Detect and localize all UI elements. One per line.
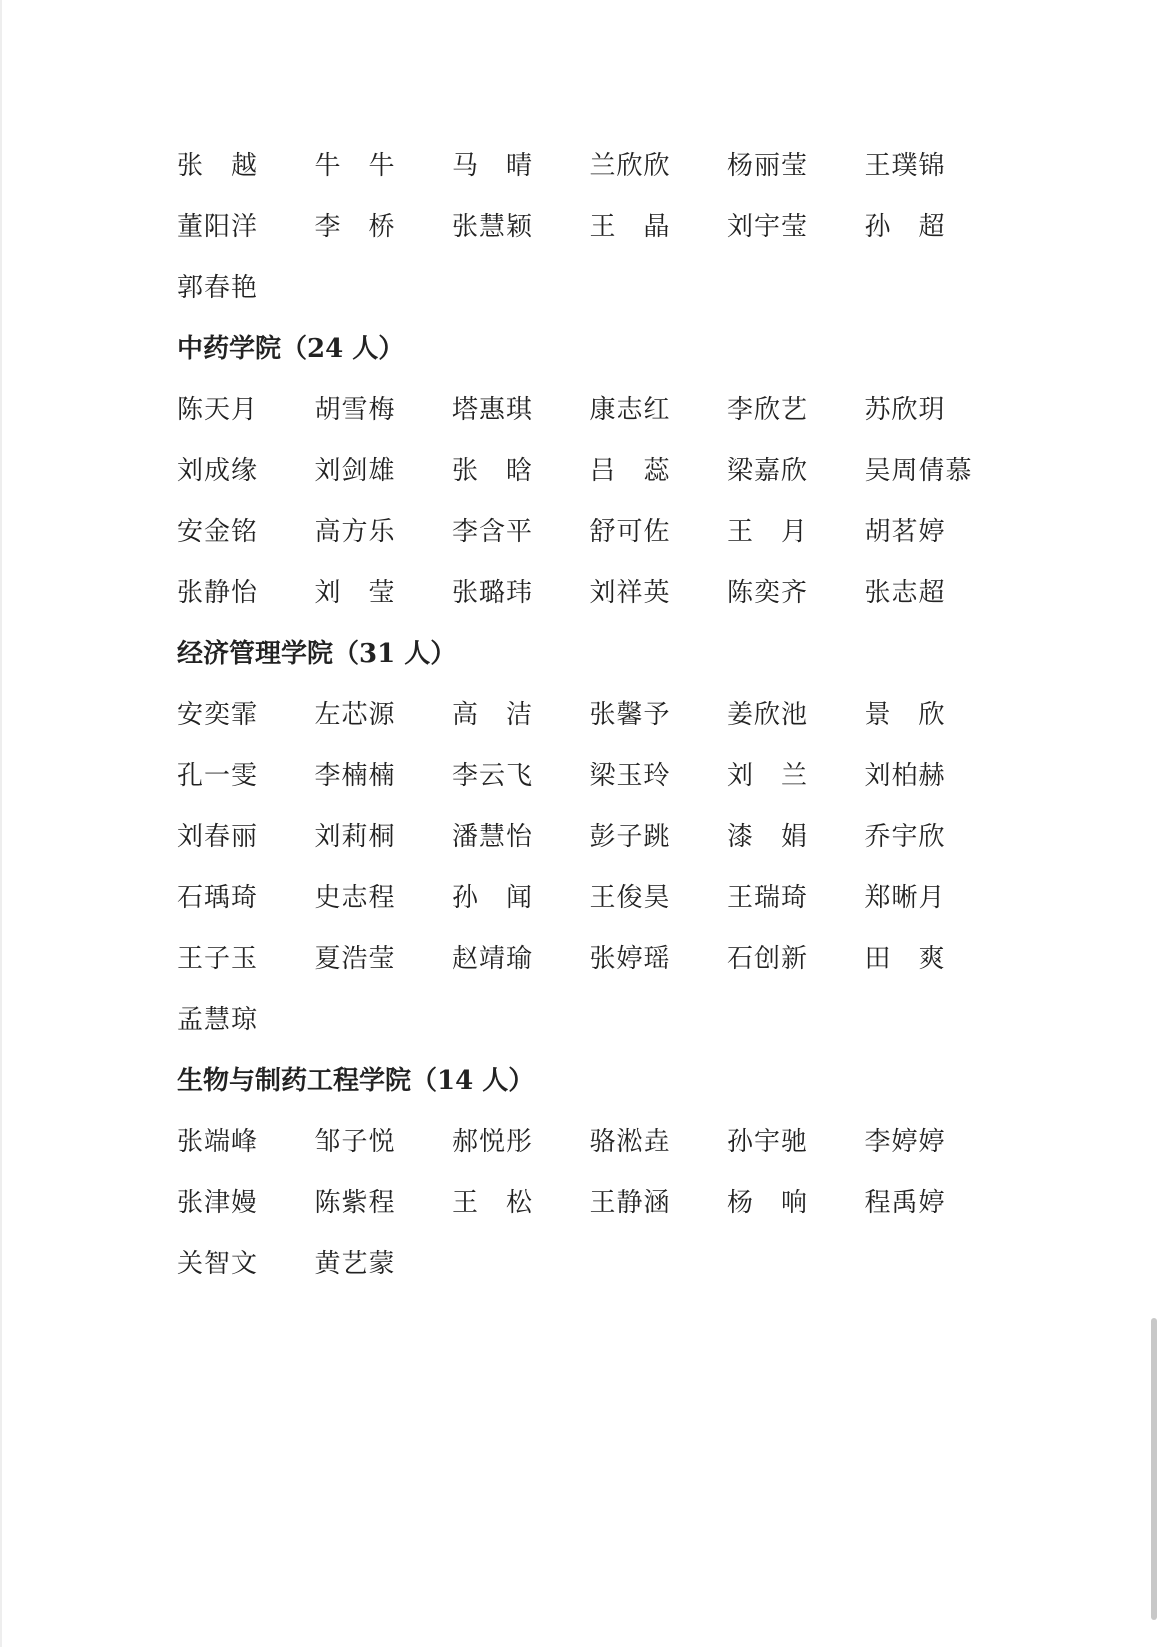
name-cell: 石创新 [727, 944, 809, 974]
name-cell: 孙 超 [864, 212, 946, 242]
name-cell: 王璞锦 [864, 151, 946, 181]
name-cell: 张端峰 [177, 1127, 259, 1157]
name-cell: 田 爽 [864, 944, 946, 974]
name-cell: 刘 莹 [314, 578, 396, 608]
name-cell: 刘柏赫 [864, 761, 946, 791]
name-cell: 刘春丽 [177, 822, 259, 852]
name-cell: 程禹婷 [864, 1188, 946, 1218]
name-cell: 景 欣 [864, 700, 946, 730]
name-cell: 塔惠琪 [452, 395, 534, 425]
name-cell: 王瑞琦 [727, 883, 809, 913]
section-heading: 经济管理学院（31 人） [177, 639, 457, 669]
name-row [177, 136, 1077, 197]
name-cell: 兰欣欣 [589, 151, 671, 181]
name-cell: 李婷婷 [864, 1127, 946, 1157]
name-cell: 杨 响 [727, 1188, 809, 1218]
name-cell: 舒可佐 [589, 517, 671, 547]
name-cell: 李楠楠 [314, 761, 396, 791]
name-cell: 刘剑雄 [314, 456, 396, 486]
name-cell: 张馨予 [589, 700, 671, 730]
name-cell: 李含平 [452, 517, 534, 547]
name-cell: 黄艺蒙 [314, 1249, 396, 1279]
name-cell: 高方乐 [314, 517, 396, 547]
name-cell: 刘 兰 [727, 761, 809, 791]
name-cell: 胡茗婷 [864, 517, 946, 547]
section-tcm [177, 319, 1077, 624]
name-cell: 漆 娟 [727, 822, 809, 852]
name-cell: 董阳洋 [177, 212, 259, 242]
name-cell: 孙宇驰 [727, 1127, 809, 1157]
name-cell: 姜欣池 [727, 700, 809, 730]
name-cell: 张 晗 [452, 456, 534, 486]
name-cell: 刘成缘 [177, 456, 259, 486]
name-cell: 李 桥 [314, 212, 396, 242]
page-edge [0, 0, 2, 1647]
name-row [177, 1112, 1077, 1173]
name-row [177, 197, 1077, 258]
name-row [177, 1173, 1077, 1234]
name-cell: 苏欣玥 [864, 395, 946, 425]
name-cell: 邹子悦 [314, 1127, 396, 1157]
name-cell: 梁嘉欣 [727, 456, 809, 486]
name-cell: 刘祥英 [589, 578, 671, 608]
name-cell: 郭春艳 [177, 273, 259, 303]
name-cell: 史志程 [314, 883, 396, 913]
name-cell: 张津嫚 [177, 1188, 259, 1218]
name-cell: 吕 蕊 [589, 456, 671, 486]
name-cell: 牛 牛 [314, 151, 396, 181]
name-cell: 李欣艺 [727, 395, 809, 425]
name-cell: 梁玉玲 [589, 761, 671, 791]
name-cell: 郑晰月 [864, 883, 946, 913]
name-cell: 康志红 [589, 395, 671, 425]
name-cell: 陈天月 [177, 395, 259, 425]
name-cell: 关智文 [177, 1249, 259, 1279]
name-cell: 张志超 [864, 578, 946, 608]
name-cell: 骆淞垚 [589, 1127, 671, 1157]
name-cell: 石瑀琦 [177, 883, 259, 913]
name-cell: 胡雪梅 [314, 395, 396, 425]
name-cell: 安奕霏 [177, 700, 259, 730]
name-cell: 张璐玮 [452, 578, 534, 608]
name-list [177, 136, 1077, 1295]
name-cell: 孔一雯 [177, 761, 259, 791]
name-row [177, 258, 1077, 319]
name-row [177, 868, 1077, 929]
name-cell: 郝悦彤 [452, 1127, 534, 1157]
name-cell: 杨丽莹 [727, 151, 809, 181]
name-cell: 孙 闻 [452, 883, 534, 913]
name-cell: 刘宇莹 [727, 212, 809, 242]
name-cell: 王 晶 [589, 212, 671, 242]
name-row [177, 1234, 1077, 1295]
name-cell: 赵靖瑜 [452, 944, 534, 974]
name-cell: 张慧颖 [452, 212, 534, 242]
vertical-scrollbar[interactable] [1154, 0, 1164, 1647]
name-cell: 马 晴 [452, 151, 534, 181]
name-cell: 张婷瑶 [589, 944, 671, 974]
name-cell: 刘莉桐 [314, 822, 396, 852]
name-cell: 李云飞 [452, 761, 534, 791]
name-cell: 夏浩莹 [314, 944, 396, 974]
name-row [177, 563, 1077, 624]
name-row [177, 990, 1077, 1051]
name-cell: 孟慧琼 [177, 1005, 259, 1035]
name-cell: 王静涵 [589, 1188, 671, 1218]
section-heading: 生物与制药工程学院（14 人） [177, 1066, 535, 1096]
continued-name-block [177, 136, 1077, 319]
name-cell: 王子玉 [177, 944, 259, 974]
name-row [177, 441, 1077, 502]
section-bio-pharma-engineering [177, 1051, 1077, 1295]
name-cell: 王 松 [452, 1188, 534, 1218]
name-cell: 高 洁 [452, 700, 534, 730]
name-cell: 张 越 [177, 151, 259, 181]
name-cell: 安金铭 [177, 517, 259, 547]
name-cell: 吴周倩慕 [864, 456, 973, 486]
name-cell: 张静怡 [177, 578, 259, 608]
name-cell: 乔宇欣 [864, 822, 946, 852]
section-heading: 中药学院（24 人） [177, 334, 405, 364]
name-row [177, 685, 1077, 746]
name-row [177, 807, 1077, 868]
name-row [177, 502, 1077, 563]
name-cell: 王 月 [727, 517, 809, 547]
name-cell: 陈紫程 [314, 1188, 396, 1218]
name-cell: 左芯源 [314, 700, 396, 730]
section-economics-management [177, 624, 1077, 1051]
name-cell: 陈奕齐 [727, 578, 809, 608]
name-cell: 潘慧怡 [452, 822, 534, 852]
name-cell: 彭子跳 [589, 822, 671, 852]
name-row [177, 929, 1077, 990]
scrollbar-thumb[interactable] [1151, 1318, 1157, 1620]
name-row [177, 746, 1077, 807]
name-row [177, 380, 1077, 441]
name-cell: 王俊昊 [589, 883, 671, 913]
